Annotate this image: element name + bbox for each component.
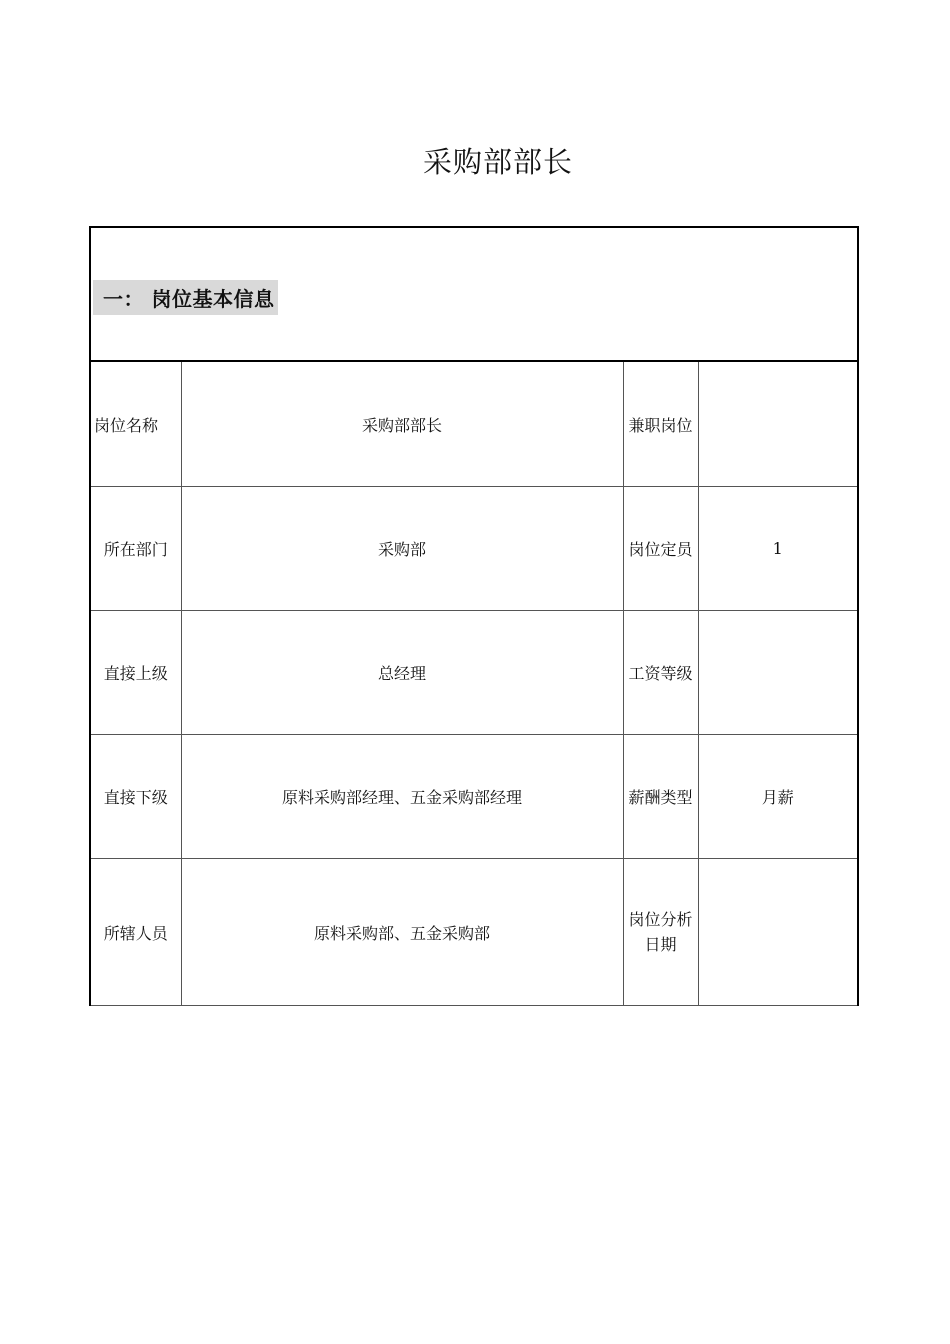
value-headcount: 1 [698, 487, 858, 611]
section-header-row [90, 227, 858, 361]
value-salary-grade [698, 611, 858, 735]
label-staff-under-jurisdiction: 所辖人员 [90, 859, 181, 1006]
job-info-table [89, 226, 859, 1006]
label-analysis-date-line1: 岗位分析 [628, 910, 693, 929]
value-staff-under-jurisdiction: 原料采购部、五金采购部 [181, 859, 623, 1006]
value-analysis-date [698, 859, 858, 1006]
value-part-time-position [698, 361, 858, 487]
value-salary-type: 月薪 [698, 735, 858, 859]
label-salary-type: 薪酬类型 [623, 735, 698, 859]
document-title: 采购部部长 [422, 145, 573, 179]
label-direct-subordinates: 直接下级 [90, 735, 181, 859]
table-row [90, 487, 858, 611]
label-part-time-position: 兼职岗位 [623, 361, 698, 487]
label-analysis-date-line2: 日期 [644, 935, 677, 954]
value-department: 采购部 [181, 487, 623, 611]
value-direct-subordinates: 原料采购部经理、五金采购部经理 [181, 735, 623, 859]
section-header-cell [90, 227, 858, 361]
label-department: 所在部门 [90, 487, 181, 611]
label-analysis-date [623, 859, 698, 1006]
table-row [90, 611, 858, 735]
label-direct-superior: 直接上级 [90, 611, 181, 735]
value-position-name: 采购部部长 [181, 361, 623, 487]
table-row [90, 361, 858, 487]
label-headcount: 岗位定员 [623, 487, 698, 611]
table-row [90, 735, 858, 859]
section-heading: 一： 岗位基本信息 [93, 280, 278, 315]
label-position-name: 岗位名称 [90, 361, 181, 487]
label-salary-grade: 工资等级 [623, 611, 698, 735]
table-row [90, 859, 858, 1006]
value-direct-superior: 总经理 [181, 611, 623, 735]
